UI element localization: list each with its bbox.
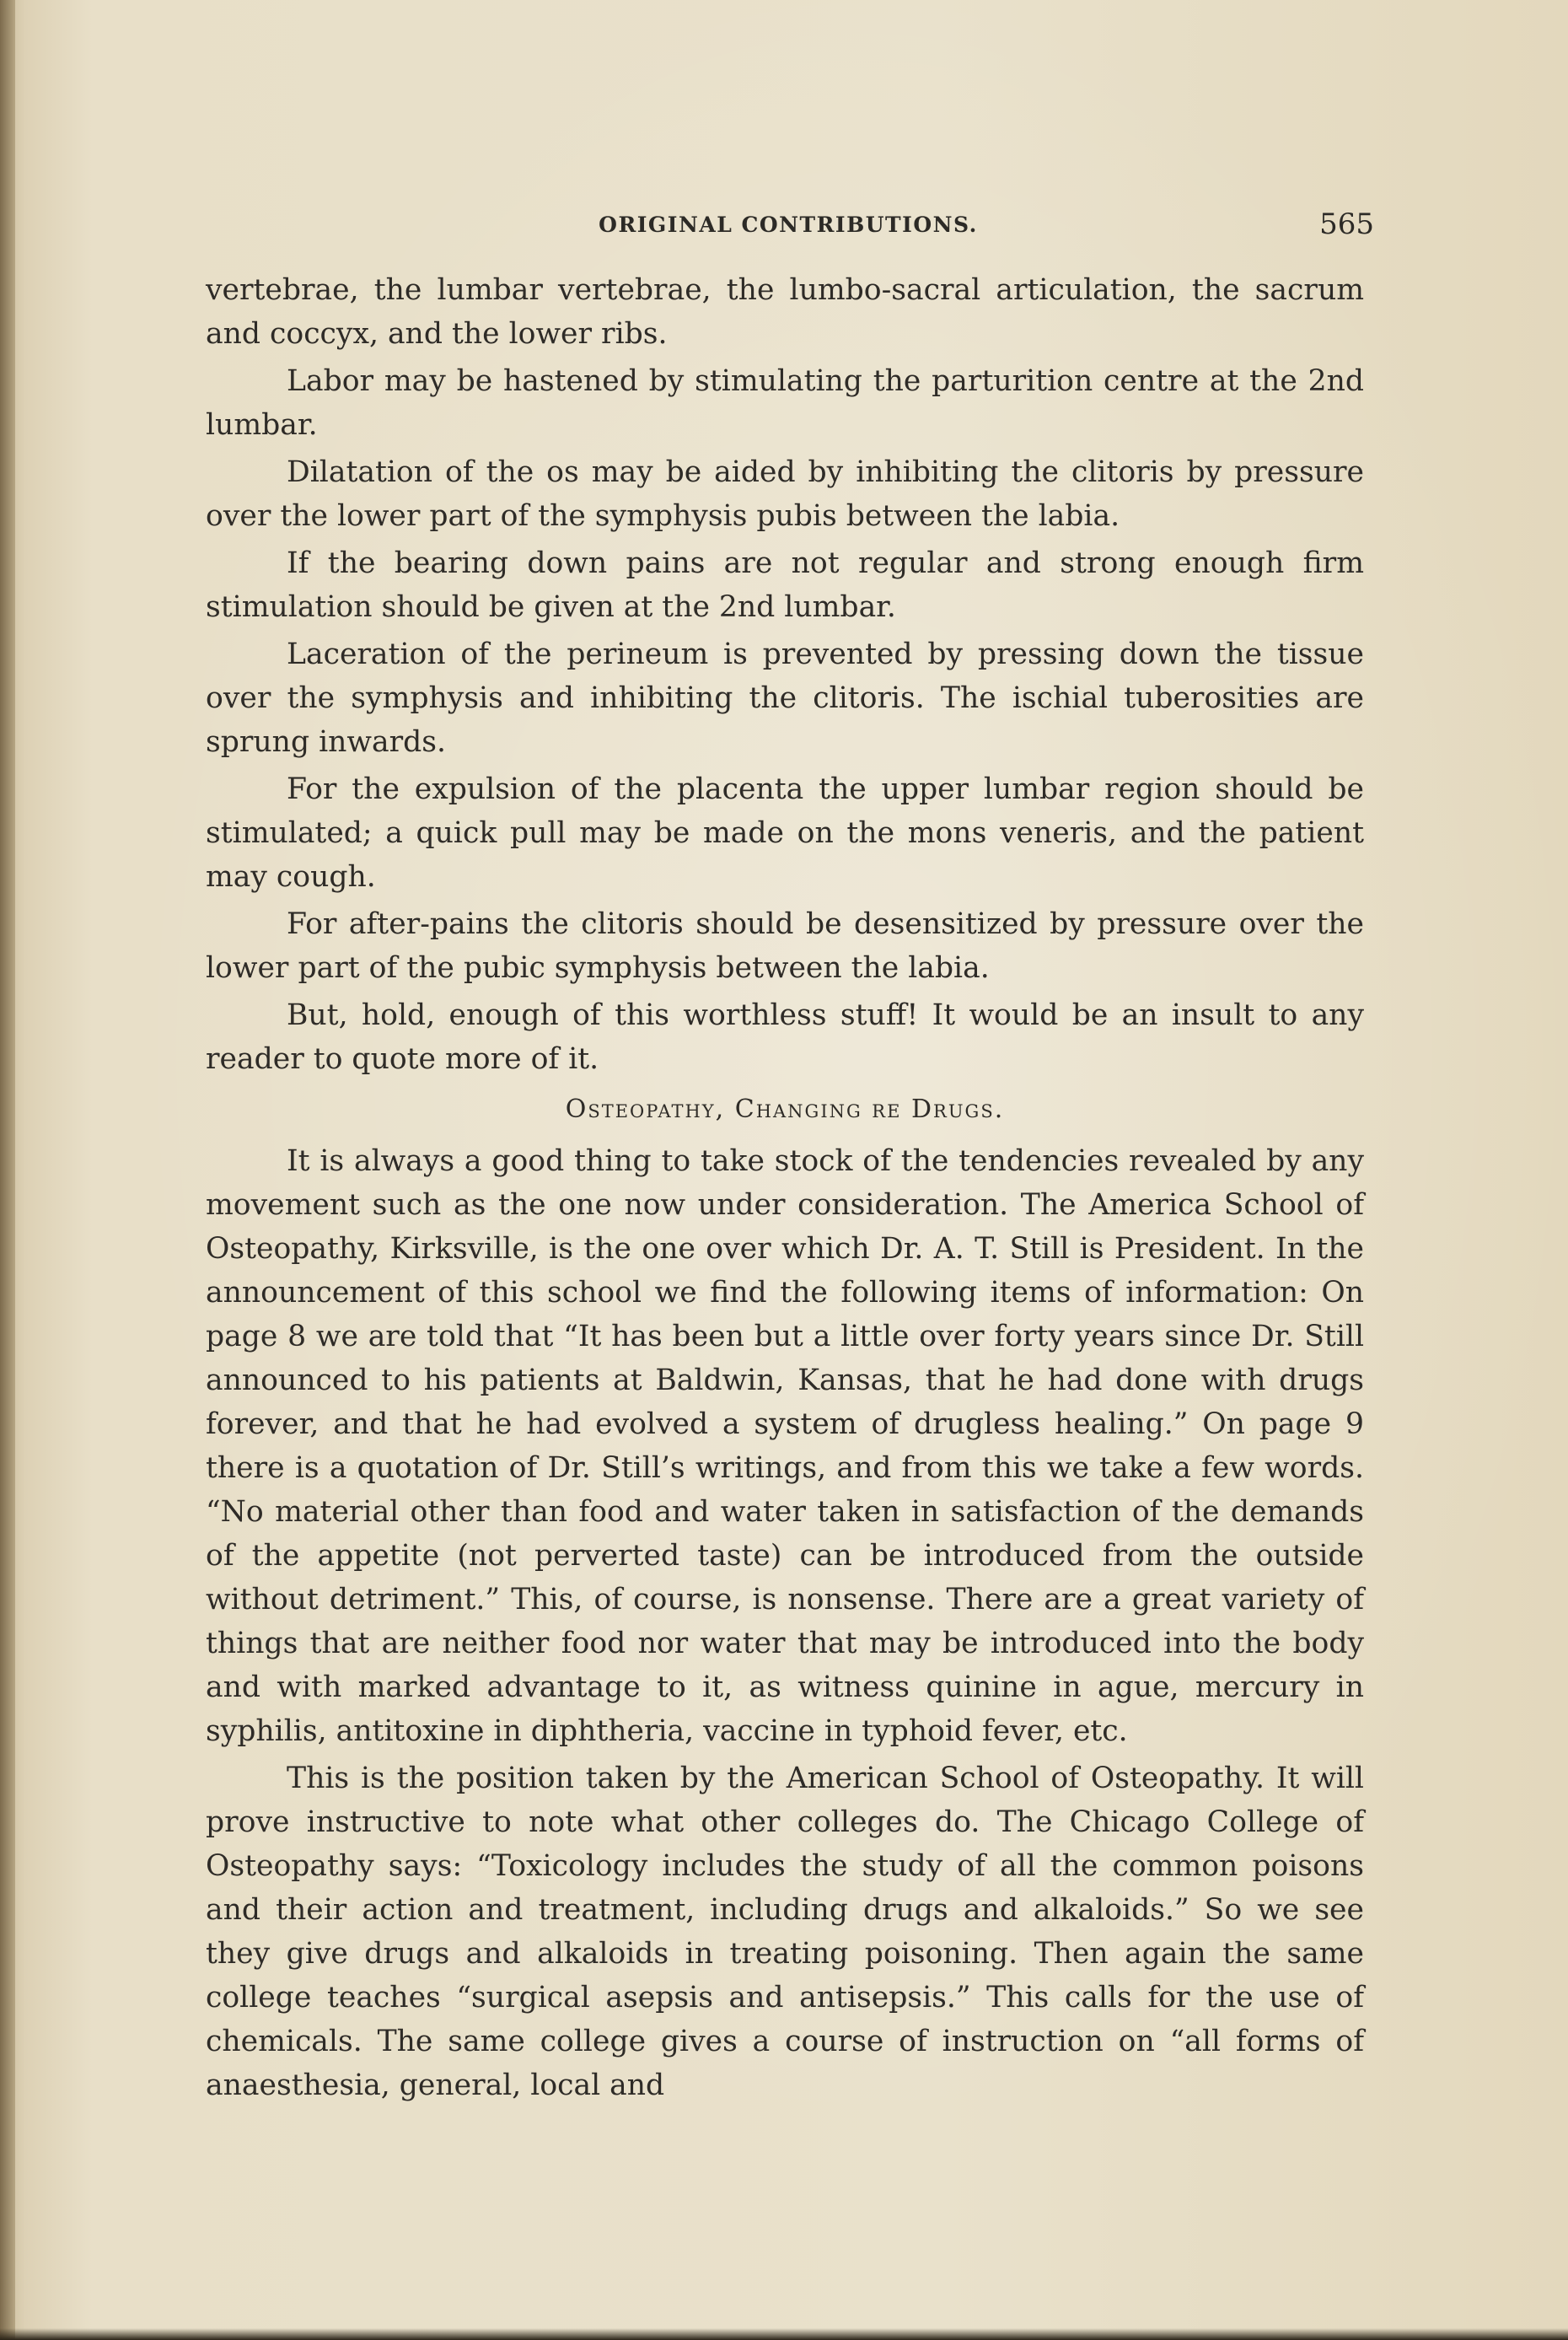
paragraph: For the expulsion of the placenta the upper lumbar region should be stimulated; a quick pull may be made on the mons veneris, and the patient may cough.: [206, 772, 1364, 894]
page-number: 565: [1319, 207, 1374, 241]
paragraph: If the bearing down pains are not regular and strong enough firm stimulation should be given at the 2nd lumbar.: [206, 546, 1364, 624]
section-heading-text: Osteopathy, Changing re Drugs.: [565, 1095, 1005, 1124]
paragraph: It is always a good thing to take stock of the tendencies revealed by any movement such as the one now under consideration. The America School of Osteopathy, Kirksville, is the one over which Dr. A. T. Still is President. In the announcement of this school we find the following items of information: On page 8 we are told that “It has been but a little over forty years since Dr. Still announced to his patients at Baldwin, Kansas, that he had done with drugs forever, and that he had evolved a system of drugless healing.” On page 9 there is a quotation of Dr. Still’s writings, and from this we take a few words. “No material other than food and water taken in satisfaction of the demands of the appetite (not perverted taste) can be introduced from the outside without detriment.” This, of course, is nonsense. There are a great variety of things that are neither food nor water that may be introduced into the body and with marked advantage to it, as witness quinine in ague, mercury in syphilis, antitoxine in diphtheria, vaccine in typhoid fever, etc.: [206, 1144, 1364, 1748]
paragraph: Laceration of the perineum is prevented by pressing down the tissue over the symphysis and inhibiting the clitoris. The ischial tuberosities are sprung inwards.: [206, 637, 1364, 759]
book-spine-shadow: [0, 0, 15, 2340]
paragraph: Dilatation of the os may be aided by inhibiting the clitoris by pressure over the lower part of the symphysis pubis between the labia.: [206, 455, 1364, 533]
paragraph: vertebrae, the lumbar vertebrae, the lumbo-sacral articulation, the sacrum and coccyx, and the lower ribs.: [206, 273, 1364, 351]
page-bottom-edge: [0, 2328, 1568, 2340]
running-head: [202, 207, 1374, 250]
section-heading: [206, 1095, 1364, 1124]
paragraph: This is the position taken by the American School of Osteopathy. It will prove instructive to note what other colleges do. The Chicago College of Osteopathy says: “Toxicology includes the study of all the common poisons and their action and treatment, including drugs and alkaloids.” So we see they give drugs and alkaloids in treating poisoning. Then again the same college teaches “surgical asepsis and antisepsis.” This calls for the use of chemicals. The same college gives a course of instruction on “all forms of anaesthesia, general, local and: [206, 1762, 1364, 2102]
running-title: ORIGINAL CONTRIBUTIONS.: [599, 212, 978, 237]
body-text: [206, 268, 1364, 2107]
paragraph: But, hold, enough of this worthless stuff! It would be an insult to any reader to quote more of it.: [206, 998, 1364, 1076]
paragraph: For after-pains the clitoris should be desensitized by pressure over the lower part of the pubic symphysis between the labia.: [206, 907, 1364, 985]
paragraph: Labor may be hastened by stimulating the parturition centre at the 2nd lumbar.: [206, 364, 1364, 442]
